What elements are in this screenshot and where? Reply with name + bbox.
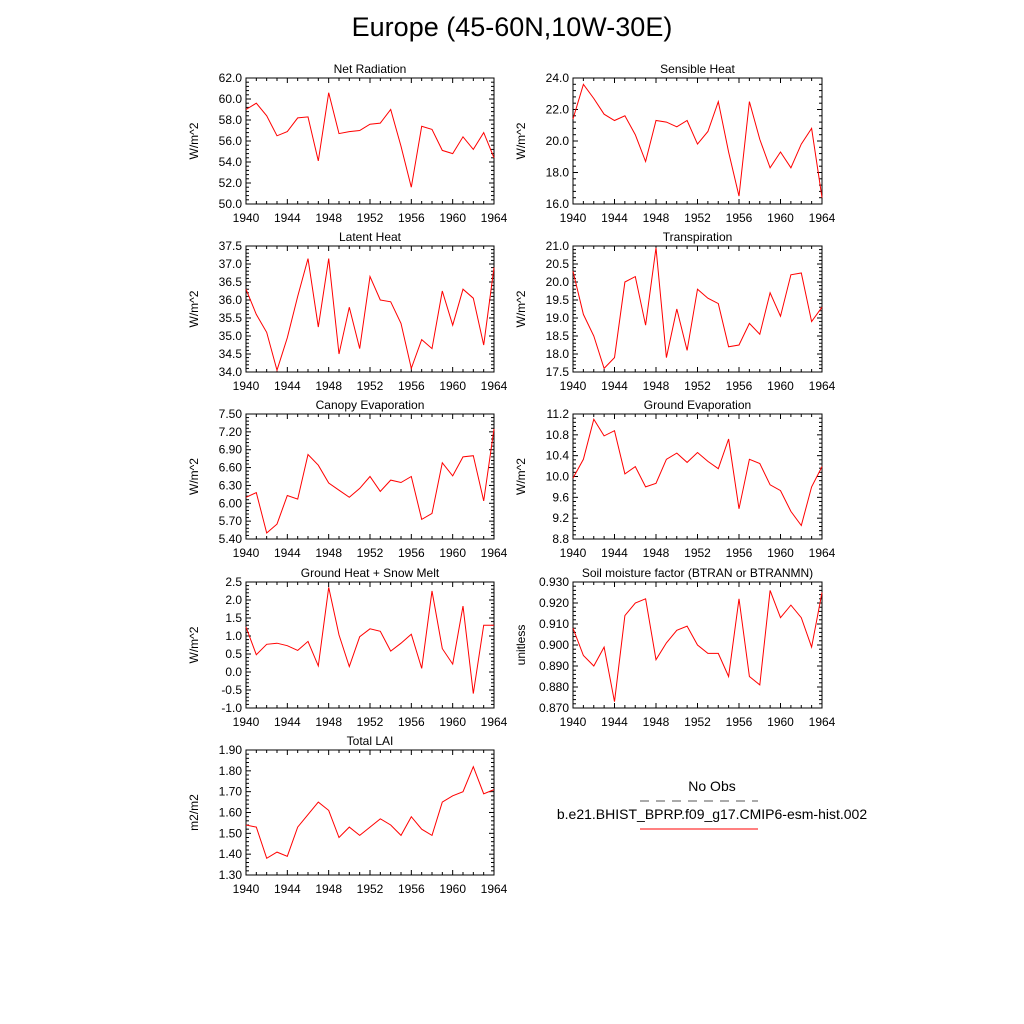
y-tick-label: 50.0 bbox=[218, 197, 242, 211]
x-tick-label: 1960 bbox=[767, 715, 794, 729]
panel-title: Transpiration bbox=[662, 230, 733, 244]
x-tick-label: 1948 bbox=[315, 546, 343, 560]
x-tick-label: 1956 bbox=[397, 546, 425, 560]
y-tick-label: 1.70 bbox=[218, 784, 242, 799]
y-tick-label: 10.8 bbox=[545, 427, 569, 442]
series-line bbox=[573, 590, 822, 701]
x-tick-label: 1960 bbox=[439, 379, 467, 393]
y-tick-label: 8.8 bbox=[552, 532, 569, 546]
y-axis-label: W/m^2 bbox=[514, 122, 528, 160]
x-tick-label: 1952 bbox=[356, 546, 384, 560]
x-tick-label: 1940 bbox=[232, 379, 260, 393]
y-tick-label: 7.50 bbox=[218, 407, 242, 421]
y-tick-label: 58.0 bbox=[218, 113, 242, 127]
x-tick-label: 1940 bbox=[559, 546, 587, 560]
plot-frame bbox=[246, 246, 494, 372]
y-tick-label: 6.30 bbox=[218, 478, 242, 493]
y-tick-label: 1.5 bbox=[225, 611, 242, 625]
chart-panel-4 bbox=[514, 230, 836, 393]
y-tick-label: -1.0 bbox=[221, 701, 242, 715]
x-tick-label: 1952 bbox=[356, 211, 384, 225]
x-tick-label: 1960 bbox=[439, 211, 467, 225]
x-tick-label: 1952 bbox=[684, 211, 711, 225]
x-tick-label: 1940 bbox=[559, 715, 587, 729]
x-tick-label: 1960 bbox=[767, 546, 794, 560]
series-line bbox=[573, 248, 822, 369]
x-tick-label: 1940 bbox=[559, 211, 587, 225]
x-tick-label: 1956 bbox=[725, 379, 753, 393]
y-tick-label: 1.80 bbox=[218, 763, 242, 778]
panel-title: Net Radiation bbox=[333, 62, 407, 76]
y-tick-label: 19.0 bbox=[545, 311, 569, 325]
x-tick-label: 1948 bbox=[315, 211, 343, 225]
x-tick-label: 1940 bbox=[232, 715, 260, 729]
y-tick-label: 5.40 bbox=[218, 532, 242, 546]
y-tick-label: 0.920 bbox=[538, 596, 569, 610]
x-tick-label: 1964 bbox=[808, 379, 836, 393]
y-tick-label: 19.5 bbox=[545, 293, 569, 307]
y-tick-label: 35.5 bbox=[218, 311, 242, 325]
x-tick-label: 1964 bbox=[808, 211, 836, 225]
x-tick-label: 1964 bbox=[480, 546, 508, 560]
panel-title: Total LAI bbox=[346, 734, 394, 748]
y-tick-label: 56.0 bbox=[218, 134, 242, 148]
y-axis-label: W/m^2 bbox=[187, 290, 201, 328]
y-tick-label: 21.0 bbox=[545, 239, 569, 253]
y-tick-label: 36.5 bbox=[218, 275, 242, 289]
chart-panel-9 bbox=[187, 734, 508, 896]
x-tick-label: 1944 bbox=[601, 546, 628, 560]
x-tick-label: 1956 bbox=[397, 882, 425, 896]
series-line bbox=[573, 419, 822, 525]
y-axis-label: unitless bbox=[514, 624, 528, 666]
y-axis-label: m2/m2 bbox=[187, 794, 201, 831]
series-line bbox=[573, 84, 822, 197]
x-tick-label: 1956 bbox=[725, 211, 753, 225]
x-tick-label: 1964 bbox=[480, 379, 508, 393]
legend-swatch-model-run bbox=[640, 825, 760, 833]
y-tick-label: 1.90 bbox=[218, 743, 242, 757]
y-tick-label: 16.0 bbox=[545, 197, 569, 211]
x-tick-label: 1948 bbox=[642, 211, 670, 225]
chart-panel-5 bbox=[187, 398, 508, 560]
y-tick-label: 9.2 bbox=[552, 511, 569, 526]
y-tick-label: 62.0 bbox=[218, 71, 242, 85]
y-tick-label: 2.0 bbox=[225, 593, 242, 607]
chart-panel-3 bbox=[187, 230, 508, 393]
chart-panel-2 bbox=[514, 62, 836, 225]
x-tick-label: 1940 bbox=[232, 546, 260, 560]
x-tick-label: 1948 bbox=[642, 379, 670, 393]
y-tick-label: 11.2 bbox=[546, 407, 569, 421]
x-tick-label: 1944 bbox=[601, 211, 628, 225]
y-tick-label: 37.0 bbox=[218, 257, 242, 271]
y-tick-label: 0.5 bbox=[225, 647, 242, 661]
x-tick-label: 1952 bbox=[684, 546, 711, 560]
y-tick-label: 0.930 bbox=[538, 575, 569, 589]
x-tick-label: 1964 bbox=[480, 211, 508, 225]
y-tick-label: 0.900 bbox=[538, 638, 569, 652]
y-tick-label: 0.870 bbox=[538, 701, 569, 715]
y-tick-label: 10.4 bbox=[545, 448, 569, 463]
panel-title: Soil moisture factor (BTRAN or BTRANMN) bbox=[581, 566, 814, 580]
plot-frame bbox=[246, 78, 494, 204]
x-tick-label: 1944 bbox=[273, 211, 301, 225]
x-tick-label: 1944 bbox=[273, 882, 301, 896]
y-tick-label: 1.50 bbox=[218, 826, 242, 841]
y-tick-label: 6.60 bbox=[218, 460, 242, 475]
y-tick-label: 54.0 bbox=[218, 155, 242, 169]
chart-panel-8 bbox=[514, 566, 836, 729]
y-tick-label: 20.0 bbox=[545, 275, 569, 289]
x-tick-label: 1940 bbox=[559, 379, 587, 393]
y-tick-label: 1.0 bbox=[225, 629, 242, 643]
panel-title: Sensible Heat bbox=[660, 62, 735, 76]
x-tick-label: 1948 bbox=[642, 546, 670, 560]
chart-panel-6 bbox=[514, 398, 836, 560]
x-tick-label: 1948 bbox=[315, 882, 343, 896]
series-line bbox=[246, 587, 494, 693]
x-tick-label: 1944 bbox=[601, 379, 628, 393]
y-tick-label: 0.880 bbox=[538, 680, 569, 694]
x-tick-label: 1952 bbox=[684, 379, 711, 393]
series-line bbox=[246, 767, 494, 859]
y-tick-label: 24.0 bbox=[545, 71, 569, 85]
y-tick-label: -0.5 bbox=[221, 683, 242, 697]
x-tick-label: 1960 bbox=[439, 715, 467, 729]
plot-frame bbox=[246, 750, 494, 875]
x-tick-label: 1952 bbox=[356, 882, 384, 896]
x-tick-label: 1944 bbox=[273, 715, 301, 729]
y-tick-label: 0.910 bbox=[538, 617, 569, 631]
y-axis-label: W/m^2 bbox=[187, 122, 201, 160]
page-title: Europe (45-60N,10W-30E) bbox=[351, 12, 673, 42]
y-tick-label: 1.60 bbox=[218, 805, 242, 820]
y-tick-label: 18.0 bbox=[545, 347, 569, 361]
x-tick-label: 1960 bbox=[767, 211, 794, 225]
chart-panel-1 bbox=[187, 62, 508, 225]
x-tick-label: 1956 bbox=[725, 546, 753, 560]
y-tick-label: 36.0 bbox=[218, 293, 242, 307]
y-tick-label: 5.70 bbox=[218, 514, 242, 529]
x-tick-label: 1964 bbox=[808, 546, 836, 560]
y-tick-label: 34.5 bbox=[218, 347, 242, 361]
y-tick-label: 7.20 bbox=[218, 424, 242, 439]
x-tick-label: 1944 bbox=[273, 546, 301, 560]
x-tick-label: 1952 bbox=[684, 715, 711, 729]
panel-title: Ground Evaporation bbox=[643, 398, 752, 412]
x-tick-label: 1956 bbox=[397, 379, 425, 393]
y-tick-label: 34.0 bbox=[218, 365, 242, 379]
y-tick-label: 6.00 bbox=[218, 496, 242, 511]
y-tick-label: 60.0 bbox=[218, 92, 242, 106]
y-tick-label: 20.5 bbox=[545, 257, 569, 271]
x-tick-label: 1952 bbox=[356, 379, 384, 393]
x-tick-label: 1952 bbox=[356, 715, 384, 729]
y-tick-label: 18.5 bbox=[545, 329, 569, 343]
legend-label-model-run: b.e21.BHIST_BPRP.f09_g17.CMIP6-esm-hist.002 bbox=[556, 806, 868, 822]
y-tick-label: 0.0 bbox=[225, 665, 242, 679]
x-tick-label: 1944 bbox=[601, 715, 628, 729]
panel-title: Ground Heat + Snow Melt bbox=[300, 566, 440, 580]
y-axis-label: W/m^2 bbox=[514, 458, 528, 495]
series-line bbox=[246, 429, 494, 533]
y-tick-label: 0.890 bbox=[538, 659, 569, 673]
y-axis-label: W/m^2 bbox=[187, 458, 201, 495]
y-tick-label: 18.0 bbox=[545, 165, 569, 180]
y-tick-label: 10.0 bbox=[545, 469, 569, 484]
y-axis-label: W/m^2 bbox=[187, 626, 201, 664]
y-tick-label: 2.5 bbox=[225, 575, 242, 589]
x-tick-label: 1964 bbox=[808, 715, 836, 729]
x-tick-label: 1948 bbox=[315, 379, 343, 393]
y-axis-label: W/m^2 bbox=[514, 290, 528, 328]
plot-frame bbox=[573, 78, 822, 204]
panel-title: Canopy Evaporation bbox=[315, 398, 425, 412]
x-tick-label: 1964 bbox=[480, 715, 508, 729]
y-tick-label: 22.0 bbox=[545, 102, 569, 117]
plot-frame bbox=[573, 246, 822, 372]
series-line bbox=[246, 259, 494, 371]
x-tick-label: 1956 bbox=[397, 211, 425, 225]
panel-title: Latent Heat bbox=[338, 230, 402, 244]
x-tick-label: 1948 bbox=[642, 715, 670, 729]
y-tick-label: 35.0 bbox=[218, 329, 242, 343]
legend-label-no-obs: No Obs bbox=[688, 778, 736, 794]
legend-swatch-no-obs bbox=[640, 797, 760, 805]
x-tick-label: 1960 bbox=[439, 546, 467, 560]
x-tick-label: 1944 bbox=[273, 379, 301, 393]
y-tick-label: 17.5 bbox=[545, 365, 569, 379]
series-line bbox=[246, 93, 494, 188]
x-tick-label: 1940 bbox=[232, 211, 260, 225]
y-tick-label: 1.30 bbox=[218, 868, 242, 882]
x-tick-label: 1964 bbox=[480, 882, 508, 896]
y-tick-label: 1.40 bbox=[218, 847, 242, 862]
x-tick-label: 1940 bbox=[232, 882, 260, 896]
x-tick-label: 1956 bbox=[725, 715, 753, 729]
x-tick-label: 1956 bbox=[397, 715, 425, 729]
y-tick-label: 37.5 bbox=[218, 239, 242, 253]
x-tick-label: 1960 bbox=[439, 882, 467, 896]
y-tick-label: 52.0 bbox=[218, 176, 242, 190]
y-tick-label: 9.6 bbox=[552, 490, 569, 505]
y-tick-label: 20.0 bbox=[545, 134, 569, 148]
chart-panel-7 bbox=[187, 566, 508, 729]
y-tick-label: 6.90 bbox=[218, 442, 242, 457]
x-tick-label: 1960 bbox=[767, 379, 794, 393]
x-tick-label: 1948 bbox=[315, 715, 343, 729]
